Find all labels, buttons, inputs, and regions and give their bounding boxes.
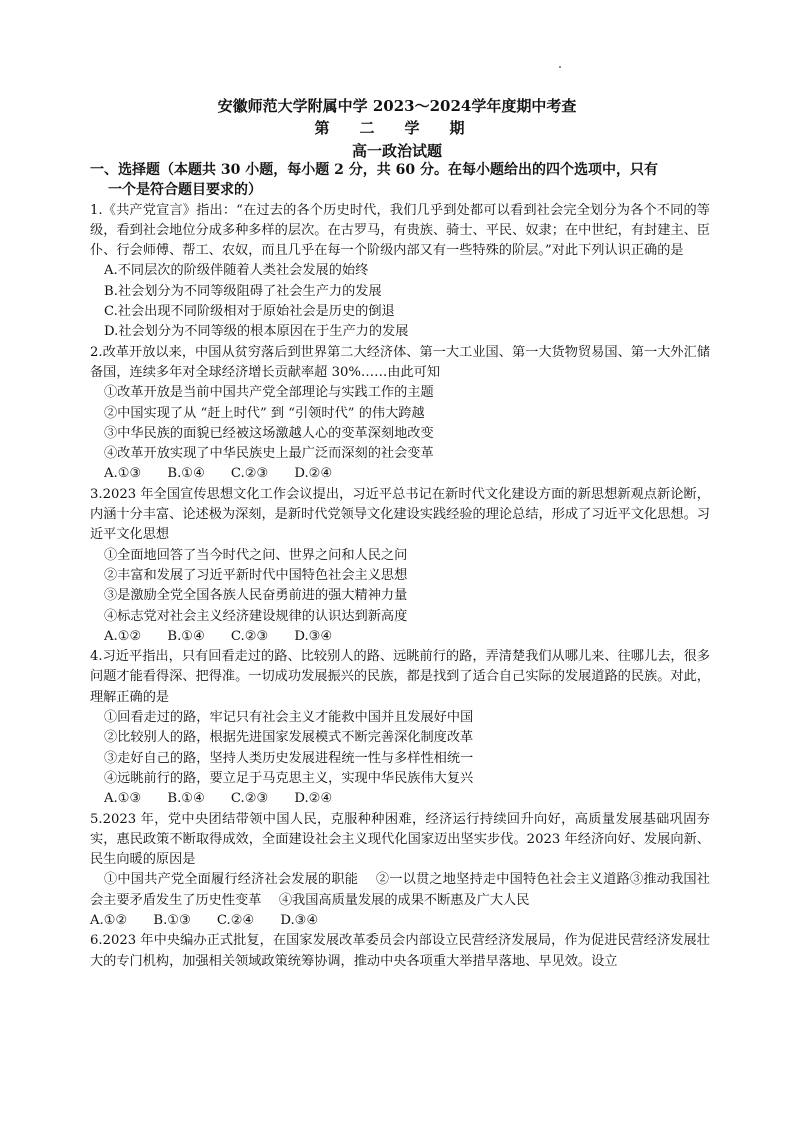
question-3-item-4: ④标志党对社会主义经济建设规律的认识达到新高度 — [104, 608, 408, 624]
question-3-choice-a: A.①② — [104, 628, 142, 644]
question-4-item-3: ③走好自己的路，坚持人类历史发展进程统一性与多样性相统一 — [104, 750, 474, 766]
question-5-choice-a: A.①② — [90, 912, 128, 928]
question-3-item-2: ②丰富和发展了习近平新时代中国特色社会主义思想 — [104, 567, 408, 583]
question-4-choice-b: B.①④ — [167, 791, 205, 807]
question-5-choices — [90, 911, 710, 931]
question-2-item-4: ④改革开放实现了中华民族史上最广泛而深刻的社会变革 — [104, 446, 434, 462]
question-2-stem: 2.改革开放以来，中国从贫穷落后到世界第二大经济体、第一大工业国、第一大货物贸易国、第一大外汇储备国，连续多年对全球经济增长贡献率超 30%……由此可知 — [90, 344, 710, 380]
section-heading — [90, 160, 710, 201]
section-heading-line1: 一、选择题（本题共 30 小题，每小题 2 分，共 60 分。在每小题给出的四个选项中，只有 — [90, 162, 658, 178]
question-4-choice-d: D.②④ — [294, 791, 333, 807]
question-3-stem: 3.2023 年全国宣传思想文化工作会议提出，习近平总书记在新时代文化建设方面的新思想新观点新论断，内涵十分丰富、论述极为深刻，是新时代党领导文化建设实践经验的理论总结，形成了习近平文化思想。习近平文化思想 — [90, 486, 710, 543]
question-1-option-a: A.不同层次的阶级伴随着人类社会发展的始终 — [104, 263, 369, 279]
question-3-item-3: ③是激励全党全国各族人民奋勇前进的强大精神力量 — [104, 588, 408, 604]
question-3-choice-c: C.②③ — [230, 628, 269, 644]
question-3-item-1: ①全面地回答了当今时代之问、世界之问和人民之问 — [104, 547, 408, 563]
question-5-choice-b: B.①③ — [153, 912, 191, 928]
question-3-choices — [90, 627, 710, 647]
question-2-choice-a: A.①③ — [104, 466, 142, 482]
question-2-choice-c: C.②③ — [230, 466, 269, 482]
question-4-item-4: ④远眺前行的路，要立足于马克思主义，实现中华民族伟大复兴 — [104, 770, 474, 786]
question-3-choice-d: D.③④ — [294, 628, 333, 644]
question-2-item-1: ①改革开放是当前中国共产党全部理论与实践工作的主题 — [104, 385, 434, 401]
question-5-stem: 5.2023 年，党中央团结带领中国人民，克服种种困难，经济运行持续回升向好，高质量发展基础巩固夯实，惠民政策不断取得成效，全面建设社会主义现代化国家迈出坚实步伐。2023 年经济向好、发展向新、民生向暖的原因是 — [90, 811, 710, 868]
question-2-item-3: ③中华民族的面貌已经被这场激越人心的变革深刻地改变 — [104, 425, 434, 441]
question-4-item-2: ②比较别人的路，根据先进国家发展模式不断完善深化制度改革 — [104, 730, 474, 746]
question-5-items: ①中国共产党全面履行经济社会发展的职能 ②一以贯之地坚持走中国特色社会主义道路③推动我国社会主要矛盾发生了历史性变革 ④我国高质量发展的成果不断惠及广大人民 — [90, 872, 710, 908]
section-heading-line2: 一个是符合题目要求的） — [108, 182, 262, 199]
question-6-stem: 6.2023 年中央编办正式批复，在国家发展改革委员会内部设立民营经济发展局，作为促进民营经济发展壮大的专门机构，加强相关领域政策统筹协调，推动中央各项重大举措早落地、早见效。设立 — [90, 933, 710, 969]
question-2-choice-d: D.②④ — [294, 466, 333, 482]
question-1-option-c: C.社会出现不同阶级相对于原始社会是历史的倒退 — [104, 304, 395, 320]
question-4-item-1: ①回看走过的路，牢记只有社会主义才能救中国并且发展好中国 — [104, 710, 474, 726]
question-5-choice-c: C.②④ — [216, 912, 255, 928]
question-2-item-2: ②中国实现了从 “赶上时代” 到 “引领时代” 的伟大跨越 — [104, 405, 425, 421]
scan-dot — [559, 66, 561, 68]
exam-content — [90, 160, 710, 972]
question-2-choices — [90, 464, 710, 484]
question-1-option-d: D.社会划分为不同等级的根本原因在于生产力的发展 — [104, 324, 409, 340]
question-1-option-b: B.社会划分为不同等级阻碍了社会生产力的发展 — [104, 283, 382, 299]
exam-title: 安徽师范大学附属中学 2023～2024学年度期中考查 — [217, 97, 577, 115]
question-4-choice-a: A.①③ — [104, 791, 142, 807]
question-2-choice-b: B.①④ — [167, 466, 205, 482]
question-3-choice-b: B.①④ — [167, 628, 205, 644]
question-4-choice-c: C.②③ — [230, 791, 269, 807]
subject-title: 高一政治试题 — [351, 142, 442, 160]
question-1-stem: 1.《共产党宣言》指出：“在过去的各个历史时代，我们几乎到处都可以看到社会完全划分为各个不同的等级，看到社会地位分成多种多样的层次。在古罗马，有贵族、骑士、平民、奴隶；在中世纪，有封建主、臣仆、行会师傅、帮工、农奴，而且几乎在每一个阶级内部又有一些特殊的阶层。”对此下列认识正确的是 — [90, 202, 710, 259]
question-5-choice-d: D.③④ — [280, 912, 319, 928]
semester-label: 第二学期 — [314, 119, 495, 137]
question-4-stem: 4.习近平指出，只有回看走过的路、比较别人的路、远眺前行的路，弄清楚我们从哪儿来、往哪儿去，很多问题才能看得深、把得准。一切成功发展振兴的民族，都是找到了适合自己实际的发展道路的民族。对此，理解正确的是 — [90, 649, 710, 705]
question-4-choices — [90, 789, 710, 809]
